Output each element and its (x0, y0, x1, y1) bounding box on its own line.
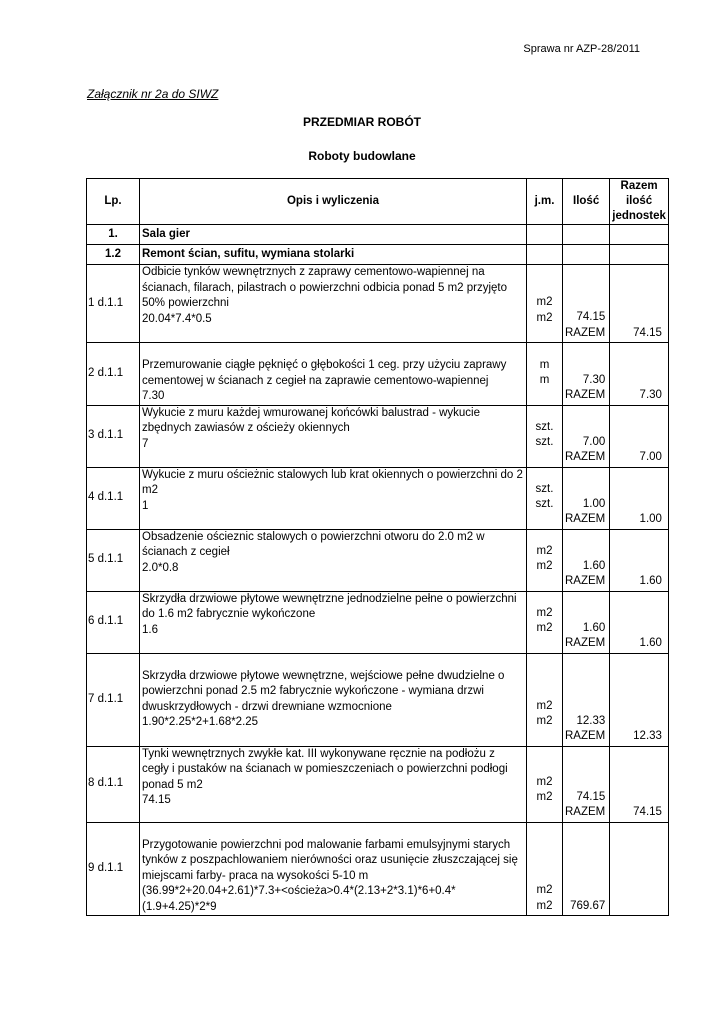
item-calculation: 1.6 (142, 623, 158, 636)
item-quantity: 12.33 (576, 714, 606, 727)
header-quantity: Ilość (563, 179, 610, 225)
item-description: Odbicie tynków wewnętrznych z zaprawy cementowo-wapiennej na ścianach, filarach, pilastrach o powierzchni odbicia ponad 5 m2 przyjęto 50% powierzchni (142, 266, 508, 309)
item-total: 74.15 (633, 326, 662, 339)
item-unit: m2 (536, 606, 553, 619)
razem-label: RAZEM (565, 637, 606, 649)
item-unit: szt. (535, 482, 554, 495)
item-unit-cell (527, 467, 563, 529)
item-unit: m2 (536, 544, 553, 557)
item-unit: m (539, 358, 550, 371)
section-lp: 1. (87, 225, 140, 245)
item-total-cell (610, 405, 669, 467)
item-description: Skrzydła drzwiowe płytowe wewnętrzne jednodzielne pełne o powierzchni do 1.6 m2 fabrycznie wykończone (142, 592, 517, 620)
item-calculation: (36.99*2+20.04+2.61)*7.3+<ościeża>0.4*(2.13+2*3.1)*6+0.4*(1.9+4.25)*2*9 (142, 885, 456, 913)
item-description-cell (140, 746, 527, 822)
item-unit-repeat: m2 (536, 622, 553, 634)
item-unit-repeat: m2 (536, 311, 553, 324)
item-unit-repeat: m (539, 374, 550, 386)
item-lp: 7 d.1.1 (87, 653, 140, 746)
item-total: 1.60 (639, 637, 662, 649)
item-description-cell (140, 405, 527, 467)
table-row (87, 265, 669, 343)
item-unit-cell (527, 529, 563, 591)
item-quantity: 7.30 (582, 373, 606, 386)
item-lp: 4 d.1.1 (87, 467, 140, 529)
item-unit-cell (527, 343, 563, 406)
item-unit: m2 (536, 699, 553, 712)
item-quantity: 769.67 (570, 899, 606, 912)
header-total: Razem ilość jednostek (610, 179, 669, 225)
item-unit: m2 (536, 775, 553, 788)
item-total-cell (610, 653, 669, 746)
table-row (87, 343, 669, 406)
item-total-cell (610, 591, 669, 653)
case-number: Sprawa nr AZP-28/2011 (523, 43, 640, 55)
item-description: Przemurowanie ciągłe pęknięć o głębokości 1 ceg. przy użyciu zaprawy cementowej w ścianach z cegieł na zaprawie cementowo-wapiennej (142, 359, 507, 387)
item-calculation: 7 (142, 437, 149, 450)
razem-label: RAZEM (565, 326, 606, 339)
item-unit: m2 (536, 296, 553, 308)
item-unit-repeat: szt. (535, 498, 554, 510)
razem-label: RAZEM (565, 806, 606, 818)
item-unit-cell (527, 591, 563, 653)
item-unit: m2 (536, 884, 553, 896)
item-description-cell (140, 653, 527, 746)
item-calculation: 2.0*0.8 (142, 561, 179, 574)
item-unit: szt. (535, 420, 554, 433)
item-total: 12.33 (633, 730, 662, 742)
item-total-cell (610, 529, 669, 591)
item-total-cell (610, 822, 669, 916)
item-quantity: 1.60 (582, 621, 606, 634)
item-quantity: 74.15 (576, 790, 606, 803)
table-row (87, 467, 669, 529)
item-quantity-cell (563, 653, 610, 746)
item-total-cell (610, 746, 669, 822)
razem-label: RAZEM (565, 451, 606, 463)
item-description-cell (140, 822, 527, 916)
item-calculation: 1.90*2.25*2+1.68*2.25 (142, 716, 259, 728)
subsection-name: Remont ścian, sufitu, wymiana stolarki (140, 245, 527, 265)
item-lp: 6 d.1.1 (87, 591, 140, 653)
item-description-cell (140, 265, 527, 343)
item-description: Obsadzenie ościeznic stalowych o powierzchni otworu do 2.0 m2 w ścianach z cegieł (142, 530, 485, 558)
item-description-cell (140, 591, 527, 653)
item-total: 7.30 (639, 389, 662, 401)
item-description: Skrzydła drzwiowe płytowe wewnętrzne, wejściowe pełne dwudzielne o powierzchni ponad 2.5 m2 fabrycznie wykończone - wymiana drzwi dwuskrzydłowych - drzwi drewniane wzmocnione (142, 669, 505, 713)
header-description: Opis i wyliczenia (140, 179, 527, 225)
item-unit-cell (527, 746, 563, 822)
item-quantity-cell (563, 822, 610, 916)
bill-of-quantities-table (86, 178, 669, 916)
table-row (87, 653, 669, 746)
item-unit-repeat: m2 (536, 560, 553, 572)
item-description: Tynki wewnętrznych zwykłe kat. III wykonywane ręcznie na podłożu z cegły i pustaków na ścianach w pomieszczeniach o powierzchni podłogi ponad 5 m2 (142, 747, 508, 791)
item-unit-repeat: szt. (535, 436, 554, 448)
document-subtitle: Roboty budowlane (308, 149, 416, 163)
item-lp: 2 d.1.1 (87, 343, 140, 406)
item-description-cell (140, 343, 527, 406)
item-total-cell (610, 343, 669, 406)
item-description-cell (140, 529, 527, 591)
item-unit-repeat: m2 (536, 715, 553, 727)
table-row (87, 405, 669, 467)
item-quantity-cell (563, 529, 610, 591)
subsection-lp: 1.2 (87, 245, 140, 265)
item-unit-cell (527, 405, 563, 467)
item-quantity: 1.00 (582, 497, 606, 510)
razem-label: RAZEM (565, 575, 606, 587)
item-quantity-cell (563, 265, 610, 343)
item-total: 74.15 (633, 806, 662, 818)
item-unit-cell (527, 822, 563, 916)
item-lp: 9 d.1.1 (87, 822, 140, 916)
item-quantity-cell (563, 343, 610, 406)
item-lp: 8 d.1.1 (87, 746, 140, 822)
item-calculation: 74.15 (142, 794, 171, 806)
item-description: Przygotowanie powierzchni pod malowanie farbami emulsyjnymi starych tynków z poszpachlowaniem nierówności oraz usunięcie złuszczającej się miejscami farby- praca na wysokości 5-10 m (142, 838, 518, 882)
item-unit-repeat: m2 (536, 791, 553, 803)
item-unit-cell (527, 265, 563, 343)
annex-label: Załącznik nr 2a do SIWZ (87, 87, 219, 101)
item-calculation: 7.30 (142, 390, 165, 402)
item-lp: 1 d.1.1 (87, 265, 140, 343)
item-quantity: 74.15 (576, 311, 606, 323)
item-lp: 3 d.1.1 (87, 405, 140, 467)
header-unit: j.m. (527, 179, 563, 225)
item-description-cell (140, 467, 527, 529)
item-lp: 5 d.1.1 (87, 529, 140, 591)
item-unit-cell (527, 653, 563, 746)
item-total-cell (610, 265, 669, 343)
table-row (87, 746, 669, 822)
table-row (87, 529, 669, 591)
document-title: PRZEDMIAR ROBÓT (303, 115, 421, 129)
item-quantity: 1.60 (582, 559, 606, 572)
item-description: Wykucie z muru każdej wmurowanej końcówki balustrad - wykucie zbędnych zawiasów z ościeży okiennych (142, 406, 480, 434)
item-quantity-cell (563, 591, 610, 653)
item-quantity-cell (563, 405, 610, 467)
item-calculation: 1 (142, 499, 149, 512)
razem-label: RAZEM (565, 730, 606, 742)
razem-label: RAZEM (565, 513, 606, 525)
item-total-cell (610, 467, 669, 529)
razem-label: RAZEM (565, 389, 606, 401)
item-quantity: 7.00 (582, 435, 606, 448)
table-row (87, 591, 669, 653)
item-quantity-cell (563, 467, 610, 529)
header-lp: Lp. (87, 179, 140, 225)
item-description: Wykucie z muru ościeżnic stalowych lub krat okiennych o powierzchni do 2 m2 (142, 468, 523, 496)
section-name: Sala gier (140, 225, 527, 245)
item-total: 1.00 (639, 513, 662, 525)
item-unit-repeat: m2 (536, 899, 553, 912)
item-quantity-cell (563, 746, 610, 822)
item-total: 7.00 (639, 451, 662, 463)
item-calculation: 20.04*7.4*0.5 (142, 312, 212, 325)
table-row (87, 822, 669, 916)
item-total: 1.60 (639, 575, 662, 587)
